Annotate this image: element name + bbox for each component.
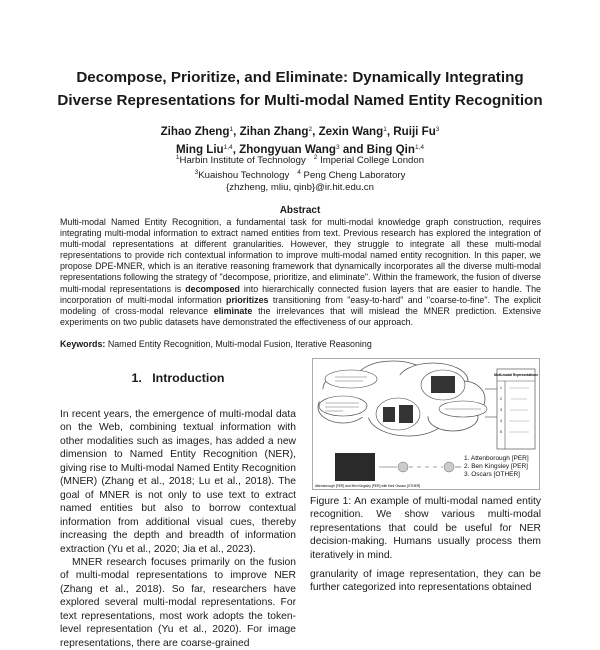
object-thumb [383, 407, 395, 422]
affil-num: 2 [313, 154, 318, 161]
affil-num: 3 [194, 169, 199, 176]
author-aff: 1,4 [414, 144, 425, 151]
author-aff: 3 [335, 144, 340, 151]
author: Zihan Zhang [239, 125, 309, 138]
author-aff: 1 [229, 126, 234, 133]
author-aff: 2 [308, 126, 313, 133]
abstract-part: Multi-modal Named Entity Recognition, a fundamental task for multi-modal knowledge graph construction, requires integrating multi-modal information to extract named entities from text. Previous research has explored the integration of multi-modal representations at different granularities. However, they struggle to integrate all these multi-modal representations to provide rich contextual information to improve multi-modal named entity recognition. In this paper, we propose DPE-MNER, which is an iterative reasoning framework that dynamically incorporates all the diverse multi-modal representations following the strategy of "decompose, prioritize, and eliminate". Within the framework, the fusion of diverse multi-modal representations is [60, 217, 541, 294]
object-thumb [399, 405, 413, 423]
keywords-text: Named Entity Recognition, Multi-modal Fusion, Iterative Reasoning [105, 339, 372, 349]
author: Zexin Wang [318, 125, 384, 138]
objects-bubble [376, 398, 420, 430]
affiliation: Kuaishou Technology [198, 170, 290, 181]
affil-num: 1 [175, 154, 180, 161]
affiliation: Peng Cheng Laboratory [303, 170, 406, 181]
abstract-emphasis: prioritizes [226, 294, 269, 305]
keywords [60, 339, 372, 349]
paragraph: MNER research focuses primarily on the fusion of multi-modal representations to improve NER (Zhang et al., 2018). So far, researchers have explored several multi-modal representations. For text representations, most work adopts the token-level representation (Yu et al., 2020). For image representations, there are coarse-grained [60, 556, 296, 649]
section-number: 1. [131, 371, 142, 385]
paragraph: In recent years, the emergence of multi-modal data on the Web, combining textual information with other modalities such as images, has added a new dimension to Named Entity Recognition (NER), giving rise to Multi-modal Named Entity Recognition (MNER) (Zhang et al., 2018; Lu et al., 2018). The goal of MNER is not only to use text to extract named entities but also to borrow contextual information from additional visual cues, thereby increasing the depth and breadth of information extraction (Yu et al., 2020; Jia et al., 2023). [60, 409, 296, 555]
author-aff: 1 [383, 126, 387, 133]
abstract-text [60, 217, 541, 328]
output-entity: 1. Attenborough [PER] [464, 455, 529, 462]
brain-icon [398, 462, 408, 472]
affiliations [40, 152, 560, 194]
figure-diagram [313, 359, 539, 489]
image-caption: Attenborough [PER] and Ben Kingsley [PER] with their Oscars [OTHER] [315, 484, 421, 488]
abstract-emphasis: decomposed [185, 283, 240, 294]
section-heading [60, 371, 296, 385]
intro-column [60, 408, 296, 650]
paragraph: granularity of image representation, they can be further categorized into representations obtained [310, 569, 541, 594]
abstract-heading: Abstract [279, 205, 321, 216]
table-header: Multi-modal Representations [494, 373, 538, 377]
output-entity: 2. Ben Kingsley [PER] [464, 463, 528, 470]
abstract-part: the irrelevances that will mislead the MNER prediction. Extensive experiments on two public datasets have demonstrated the effectiveness of our approach. [60, 305, 542, 327]
affiliation: Harbin Institute of Technology [179, 155, 306, 166]
author-list: Zihao Zheng$^1$, Zihan Zhang$^2$, Zexin Wang$^1$, Ruiji Fu$^3$ Ming Liu$^{1,4}$, Zhongyuan Wang$^3$ and Bing Qin$^{1,4}$ [160, 125, 440, 156]
abstract-part: into hierarchically connected fusion layers that are easier to handle. The incorporation of multi-modal information [60, 283, 541, 305]
title-line-1: Decompose, Prioritize, and Eliminate: Dynamically Integrating [76, 69, 524, 86]
affiliation: Imperial College London [320, 155, 425, 166]
email[interactable]: {zhzheng, mliu, qinb}@ir.hit.edu.cn [226, 182, 374, 193]
brain-icon [444, 462, 454, 472]
text-bubble [319, 396, 367, 416]
table-row-num: 5 [500, 430, 502, 434]
abstract-part: transitioning from "easy-to-hard" and "coarse-to-fine". The explicit modeling of cross-modal relevance [60, 294, 541, 316]
abstract-emphasis: eliminate [213, 305, 253, 316]
author: Zhongyuan Wang [239, 143, 336, 156]
representations-table [494, 369, 538, 449]
output-entity: 3. Oscars [OTHER] [464, 471, 520, 478]
input-image [335, 453, 375, 481]
paper-title [40, 66, 560, 112]
affil-num: 4 [297, 169, 301, 176]
table-row-num: 1 [500, 386, 502, 390]
section-title: Introduction [152, 371, 225, 385]
table-row-num: 4 [500, 419, 502, 423]
figure-caption: Figure 1: An example of multi-modal named entity recognition. We show various multi-modal representations that could be useful for NER decision-making. Humans usually process them iteratively in mind. [310, 496, 541, 561]
author: Ming Liu [175, 143, 224, 156]
keywords-label: Keywords: [60, 339, 106, 349]
author-aff: 1,4 [223, 144, 233, 151]
author: Zihao Zheng [160, 125, 230, 138]
table-row-num: 2 [500, 397, 502, 401]
author: Bing Qin [366, 143, 415, 156]
caption-bubble [325, 370, 377, 388]
table-row-num: 3 [500, 408, 502, 412]
title-line-2: Diverse Representations for Multi-modal Named Entity Recognition [57, 92, 543, 109]
author: Ruiji Fu [393, 125, 436, 138]
image-thumb [431, 376, 455, 393]
figure-1 [312, 358, 540, 490]
author-aff: 3 [435, 126, 440, 133]
